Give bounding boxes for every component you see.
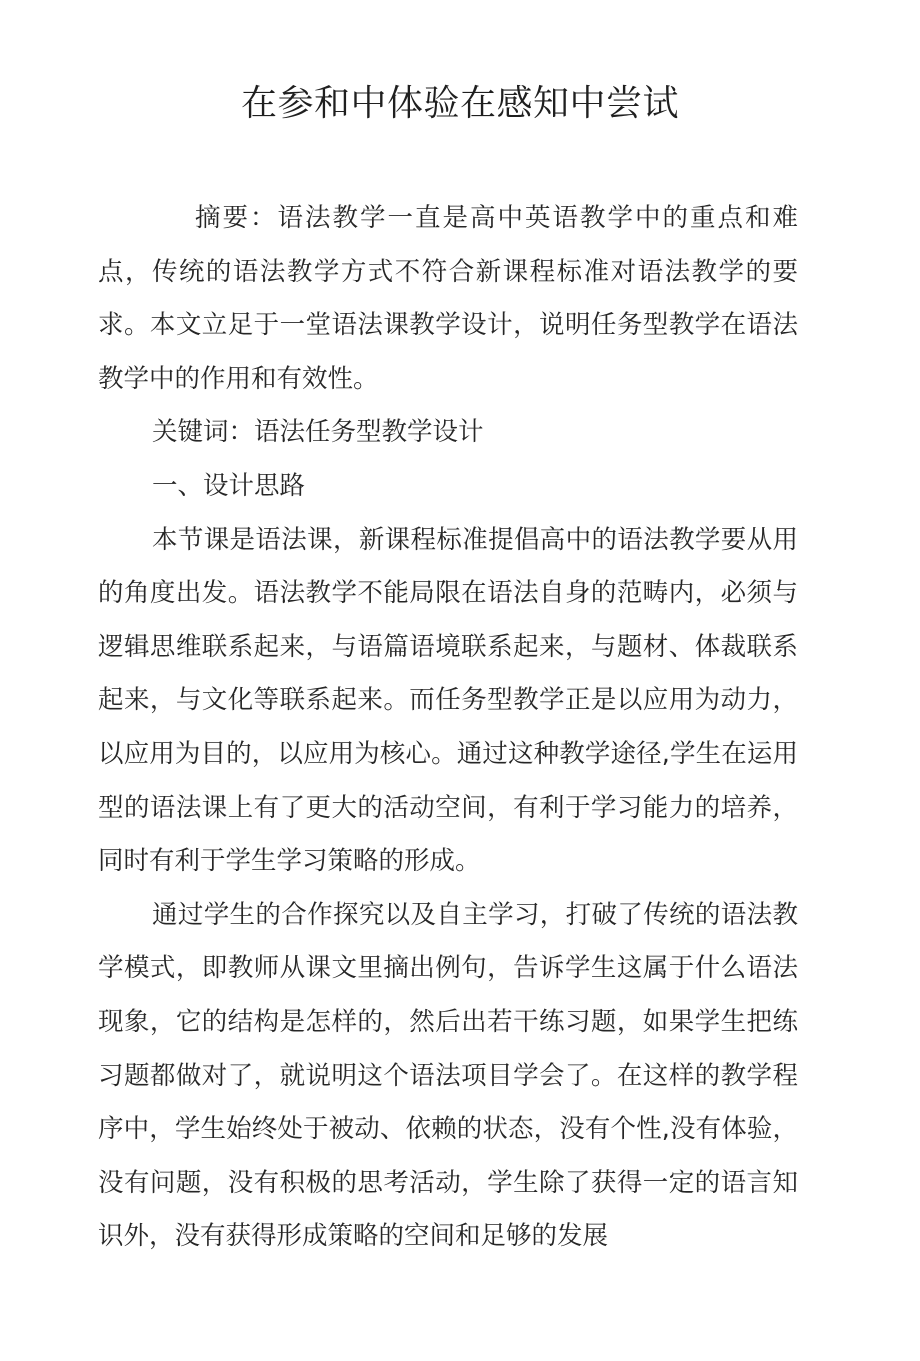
section-heading: 一、设计思路 xyxy=(152,470,306,501)
document-title: 在参和中体验在感知中尝试 xyxy=(240,83,679,124)
keywords-line: 关键词：语法任务型教学设计 xyxy=(152,417,484,448)
body-paragraph: 本节课是语法课，新课程标准提倡高中的语法教学要从用的角度出发。语法教学不能局限在语法自身的范畴内，必须与逻辑思维联系起来，与语篇语境联系起来，与题材、体裁联系起来，与文化等联系起来。而任务型教学正是以应用为动力，以应用为目的，以应用为核心。通过这种教学途径,学生在运用型的语法课上有了更大的活动空间，有利于学习能力的培养，同时有利于学生学习策略的形成。 xyxy=(98,524,798,877)
document-body xyxy=(98,192,798,1264)
body-paragraph: 通过学生的合作探究以及自主学习，打破了传统的语法教学模式，即教师从课文里摘出例句，告诉学生这属于什么语法现象，它的结构是怎样的，然后出若干练习题，如果学生把练习题都做对了，就说明这个语法项目学会了。在这样的教学程序中，学生始终处于被动、依赖的状态，没有个性,没有体验，没有问题，没有积极的思考活动，学生除了获得一定的语言知识外，没有获得形成策略的空间和足够的发展 xyxy=(98,899,798,1252)
abstract-paragraph: 摘要：语法教学一直是高中英语教学中的重点和难点，传统的语法教学方式不符合新课程标准对语法教学的要求。本文立足于一堂语法课教学设计，说明任务型教学在语法教学中的作用和有效性。 xyxy=(98,203,798,394)
